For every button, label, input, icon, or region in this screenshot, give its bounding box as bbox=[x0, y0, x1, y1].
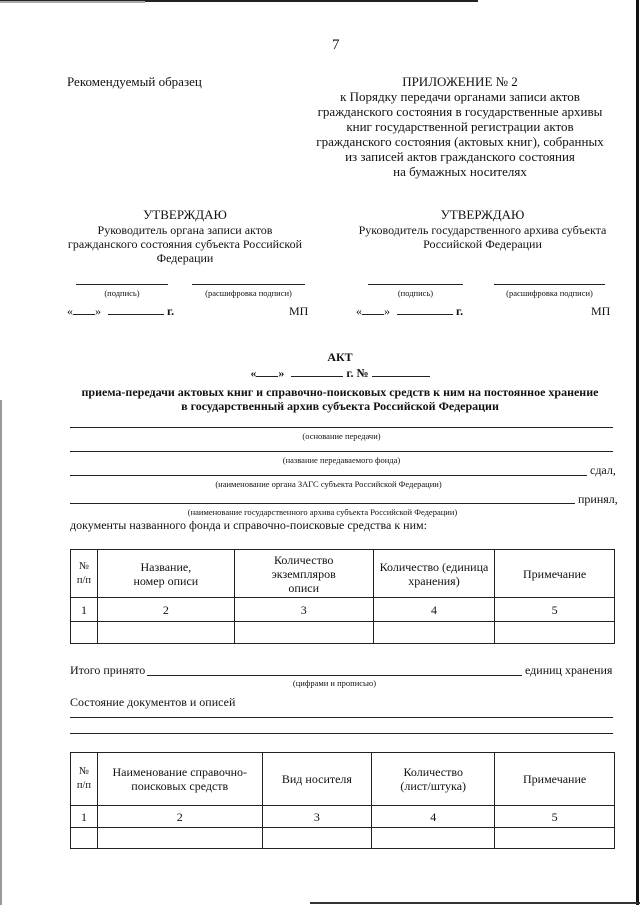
number-cell: 4 bbox=[372, 806, 495, 828]
quote-close: » bbox=[95, 304, 101, 318]
act-day-field[interactable] bbox=[256, 376, 278, 377]
act-date-number bbox=[60, 366, 620, 380]
table-cell[interactable] bbox=[71, 622, 98, 644]
act-month-field[interactable] bbox=[291, 376, 343, 377]
scan-border-bottom bbox=[310, 902, 640, 904]
approve-left-line: Федерации bbox=[156, 251, 214, 265]
approve-left-line: Руководитель органа записи актов bbox=[97, 223, 273, 237]
header-cell-note: Примечание bbox=[495, 550, 615, 598]
fund-caption: (название передаваемого фонда) bbox=[282, 455, 401, 465]
total-label: Итого принято bbox=[70, 663, 146, 677]
act-subtitle-line: в государственный архив субъекта Российской Федерации bbox=[181, 399, 499, 413]
basis-caption: (основание передачи) bbox=[302, 431, 381, 441]
total-field[interactable] bbox=[147, 675, 522, 676]
header-cell-number: № п/п bbox=[71, 753, 98, 806]
registry-office-field[interactable] bbox=[70, 475, 587, 476]
appendix-line: гражданского состояния в государственные архивы bbox=[317, 104, 603, 119]
header-cell-carrier: Вид носителя bbox=[262, 753, 372, 806]
header-cell-quantity: Количество (единица хранения) bbox=[373, 550, 495, 598]
approve-right-line: Российской Федерации bbox=[423, 237, 542, 251]
signature-caption-left: (подпись) bbox=[104, 288, 140, 298]
signature-caption-right: (подпись) bbox=[397, 288, 434, 298]
appendix-block bbox=[305, 74, 615, 179]
appendix-line: из записей актов гражданского состояния bbox=[345, 149, 575, 164]
approve-left-line: гражданского состояния субъекта Российской bbox=[67, 237, 303, 251]
date-right bbox=[356, 304, 463, 318]
basis-field[interactable] bbox=[70, 427, 613, 428]
decoding-caption-right: (расшифровка подписи) bbox=[506, 288, 593, 298]
scan-border-right bbox=[636, 0, 639, 905]
signature-line-left[interactable] bbox=[76, 284, 168, 285]
act-subtitle bbox=[60, 385, 620, 413]
table-cell[interactable] bbox=[71, 828, 98, 849]
scan-border-top-shadow bbox=[0, 1, 145, 3]
date-left bbox=[67, 304, 174, 318]
transfer-books-table bbox=[70, 549, 615, 644]
act-subtitle-line: приема-передачи актовых книг и справочно-поисковых средств к ним на постоянное хранение bbox=[81, 385, 599, 399]
appendix-line: гражданского состояния (актовых книг), собранных bbox=[316, 134, 604, 149]
number-cell: 3 bbox=[262, 806, 372, 828]
table-header-row bbox=[71, 753, 615, 806]
table-cell[interactable] bbox=[495, 828, 615, 849]
act-year-number-label: г. № bbox=[346, 366, 369, 380]
handed-over-label: сдал, bbox=[590, 463, 616, 477]
scan-border-left bbox=[0, 400, 2, 905]
quote-open: « bbox=[67, 304, 73, 318]
approve-right-block bbox=[355, 207, 610, 251]
appendix-line: на бумажных носителях bbox=[393, 164, 527, 179]
table-cell[interactable] bbox=[373, 622, 495, 644]
recommended-sample-label: Рекомендуемый образец bbox=[67, 74, 202, 89]
condition-label: Состояние документов и описей bbox=[70, 695, 236, 709]
total-caption: (цифрами и прописью) bbox=[292, 678, 377, 688]
table-row bbox=[71, 622, 615, 644]
header-cell-number: № п/п bbox=[71, 550, 98, 598]
month-field-right[interactable] bbox=[397, 314, 453, 315]
table-cell[interactable] bbox=[372, 828, 495, 849]
signature-line-right[interactable] bbox=[368, 284, 463, 285]
accepted-label: принял, bbox=[578, 492, 618, 506]
act-number-field[interactable] bbox=[372, 376, 430, 377]
registry-office-caption: (наименование органа ЗАГС субъекта Российской Федерации) bbox=[215, 479, 442, 489]
day-field-right[interactable] bbox=[362, 314, 384, 315]
decoding-line-left[interactable] bbox=[192, 284, 305, 285]
table-number-row bbox=[71, 598, 615, 622]
quote-close: » bbox=[384, 304, 390, 318]
approve-right-title: УТВЕРЖДАЮ bbox=[440, 207, 525, 222]
quote-open: « bbox=[250, 366, 257, 380]
approve-left-block bbox=[60, 207, 310, 265]
reference-tools-table bbox=[70, 752, 615, 849]
table-cell[interactable] bbox=[97, 828, 262, 849]
table-cell[interactable] bbox=[97, 622, 234, 644]
table-header-row bbox=[71, 550, 615, 598]
appendix-title: ПРИЛОЖЕНИЕ № 2 bbox=[402, 74, 518, 89]
condition-field-line-1[interactable] bbox=[70, 717, 613, 718]
header-cell-quantity: Количество (лист/штука) bbox=[372, 753, 495, 806]
fund-field[interactable] bbox=[70, 451, 613, 452]
decoding-line-right[interactable] bbox=[494, 284, 605, 285]
number-cell: 1 bbox=[71, 806, 98, 828]
archive-caption: (наименование государственного архива субъекта Российской Федерации) bbox=[187, 507, 458, 517]
number-cell: 4 bbox=[373, 598, 495, 622]
number-cell: 1 bbox=[71, 598, 98, 622]
number-cell: 3 bbox=[234, 598, 373, 622]
header-cell-name: Наименование справочно-поисковых средств bbox=[97, 753, 262, 806]
approve-right-line: Руководитель государственного архива субъекта bbox=[358, 223, 607, 237]
archive-field[interactable] bbox=[70, 503, 575, 504]
table-cell[interactable] bbox=[262, 828, 372, 849]
appendix-line: книг государственной регистрации актов bbox=[346, 119, 574, 134]
table-number-row bbox=[71, 806, 615, 828]
table-row bbox=[71, 828, 615, 849]
table-cell[interactable] bbox=[234, 622, 373, 644]
total-units-label: единиц хранения bbox=[525, 663, 613, 677]
quote-open: « bbox=[356, 304, 362, 318]
number-cell: 2 bbox=[97, 598, 234, 622]
condition-field-line-2[interactable] bbox=[70, 733, 613, 734]
header-cell-note: Примечание bbox=[495, 753, 615, 806]
day-field-left[interactable] bbox=[73, 314, 95, 315]
documents-line: документы названного фонда и справочно-поисковые средства к ним: bbox=[70, 518, 427, 532]
seal-right: МП bbox=[591, 304, 611, 318]
quote-close: » bbox=[278, 366, 285, 380]
year-suffix-right: г. bbox=[456, 304, 464, 318]
number-cell: 5 bbox=[495, 598, 615, 622]
act-title: АКТ bbox=[327, 350, 353, 364]
seal-left: МП bbox=[289, 304, 309, 318]
approve-left-title: УТВЕРЖДАЮ bbox=[143, 207, 227, 222]
header-cell-name: Название, номер описи bbox=[97, 550, 234, 598]
appendix-line: к Порядку передачи органами записи актов bbox=[340, 89, 580, 104]
header-cell-copies: Количество экземпляров описи bbox=[234, 550, 373, 598]
page-number: 7 bbox=[332, 37, 340, 53]
table-cell[interactable] bbox=[495, 622, 615, 644]
year-suffix-left: г. bbox=[167, 304, 175, 318]
decoding-caption-left: (расшифровка подписи) bbox=[205, 288, 292, 298]
number-cell: 2 bbox=[97, 806, 262, 828]
number-cell: 5 bbox=[495, 806, 615, 828]
month-field-left[interactable] bbox=[108, 314, 164, 315]
